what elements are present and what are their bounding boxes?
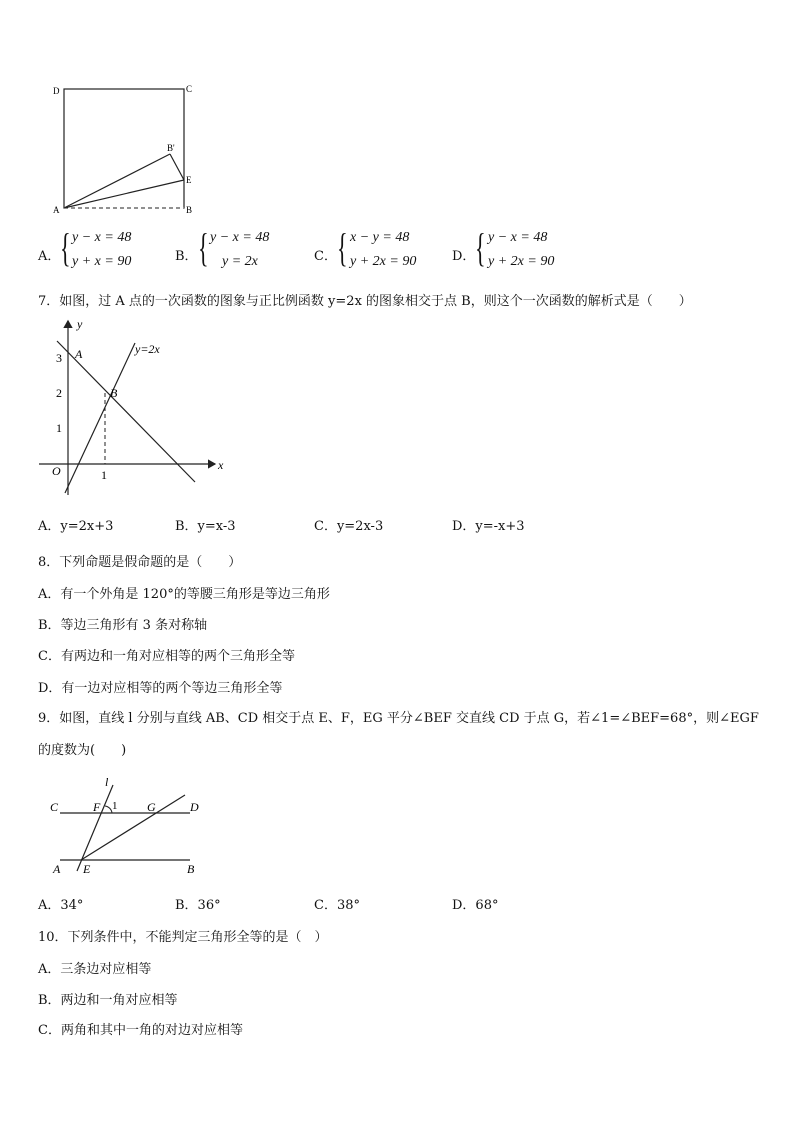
q10-option-c[interactable]: C．两角和其中一角的对边对应相等 <box>38 1023 243 1038</box>
label-D: D <box>53 86 60 96</box>
label-B-prime: B' <box>167 143 175 153</box>
brace-icon: { <box>337 225 348 270</box>
label-C: C <box>50 800 59 814</box>
line-y-2x <box>65 343 135 493</box>
brace-icon: { <box>475 225 486 270</box>
q6-option-a-letter[interactable]: A． <box>38 249 61 264</box>
x-tick-1: 1 <box>101 468 107 482</box>
q7-option-a[interactable]: A．y=2x+3 <box>38 519 114 534</box>
q6-option-a-eq2: y + x = 90 <box>72 254 132 269</box>
y-tick-3: 3 <box>56 351 62 365</box>
q6-option-c-eq1: x − y = 48 <box>350 230 410 245</box>
brace-icon: { <box>198 225 209 270</box>
line-label-y-2x: y=2x <box>135 342 160 356</box>
q8-option-a[interactable]: A．有一个外角是 120°的等腰三角形是等边三角形 <box>38 587 330 602</box>
label-G: G <box>147 800 156 814</box>
label-A: A <box>53 862 61 876</box>
point-B-label: B <box>110 386 118 400</box>
q6-option-c-letter[interactable]: C． <box>314 249 337 264</box>
segment-ab-prime <box>64 154 170 208</box>
q8-option-d[interactable]: D．有一边对应相等的两个等边三角形全等 <box>38 681 283 696</box>
point-A-label: A <box>75 347 83 361</box>
q6-option-a-eq1: y − x = 48 <box>72 230 132 245</box>
label-E: E <box>186 175 192 185</box>
square-abcd <box>64 89 184 208</box>
q9-stem-line1: 9．如图，直线 l 分别与直线 AB、CD 相交于点 E、F，EG 平分∠BEF 交直线 CD 于点 G，若∠1=∠BEF=68°，则∠EGF <box>38 711 759 726</box>
q6-option-d-eq1: y − x = 48 <box>488 230 548 245</box>
label-B: B <box>186 205 193 215</box>
segment-b-prime-e <box>170 154 184 180</box>
q9-figure <box>45 773 210 883</box>
q7-option-c[interactable]: C．y=2x-3 <box>314 519 384 534</box>
line-l <box>77 785 113 871</box>
q9-option-d[interactable]: D．68° <box>452 898 499 913</box>
y-tick-2: 2 <box>56 386 62 400</box>
y-axis-label: y <box>77 317 83 331</box>
label-A: A <box>53 205 60 215</box>
q10-option-a[interactable]: A．三条边对应相等 <box>38 962 152 977</box>
label-F: F <box>93 800 101 814</box>
q9-option-b[interactable]: B．36° <box>175 898 221 913</box>
q8-option-c[interactable]: C．有两边和一角对应相等的两个三角形全等 <box>38 649 295 664</box>
q8-stem: 8．下列命题是假命题的是（ ） <box>38 555 242 570</box>
x-axis-label: x <box>218 458 224 472</box>
q6-figure <box>50 82 200 217</box>
q6-option-c-eq2: y + 2x = 90 <box>350 254 417 269</box>
segment-ae <box>64 180 184 208</box>
q6-option-b-eq2: y = 2x <box>222 254 258 269</box>
label-E: E <box>83 862 91 876</box>
q9-option-a[interactable]: A．34° <box>38 898 84 913</box>
y-tick-1: 1 <box>56 421 62 435</box>
q7-option-b[interactable]: B．y=x-3 <box>175 519 236 534</box>
q8-option-b[interactable]: B．等边三角形有 3 条对称轴 <box>38 618 208 633</box>
angle-1-arc <box>105 806 112 813</box>
label-D: D <box>190 800 199 814</box>
origin-label: O <box>52 464 61 478</box>
label-B: B <box>187 862 195 876</box>
q9-option-c[interactable]: C．38° <box>314 898 360 913</box>
brace-icon: { <box>60 225 71 270</box>
q6-option-d-letter[interactable]: D． <box>452 249 476 264</box>
label-C: C <box>186 84 193 94</box>
q7-stem: 7．如图，过 A 点的一次函数的图象与正比例函数 y=2x 的图象相交于点 B，则这个一次函数的解析式是（ ） <box>38 294 692 309</box>
label-angle-1: 1 <box>112 800 118 812</box>
q6-option-d-eq2: y + 2x = 90 <box>488 254 555 269</box>
q10-option-b[interactable]: B．两边和一角对应相等 <box>38 993 178 1008</box>
q6-option-b-letter[interactable]: B． <box>175 249 198 264</box>
q9-stem-line2: 的度数为( ) <box>38 743 127 758</box>
q10-stem: 10．下列条件中，不能判定三角形全等的是（ ） <box>38 930 328 945</box>
label-l: l <box>105 775 109 789</box>
q7-graph <box>35 313 235 498</box>
q7-option-d[interactable]: D．y=-x+3 <box>452 519 525 534</box>
q6-option-b-eq1: y − x = 48 <box>210 230 270 245</box>
